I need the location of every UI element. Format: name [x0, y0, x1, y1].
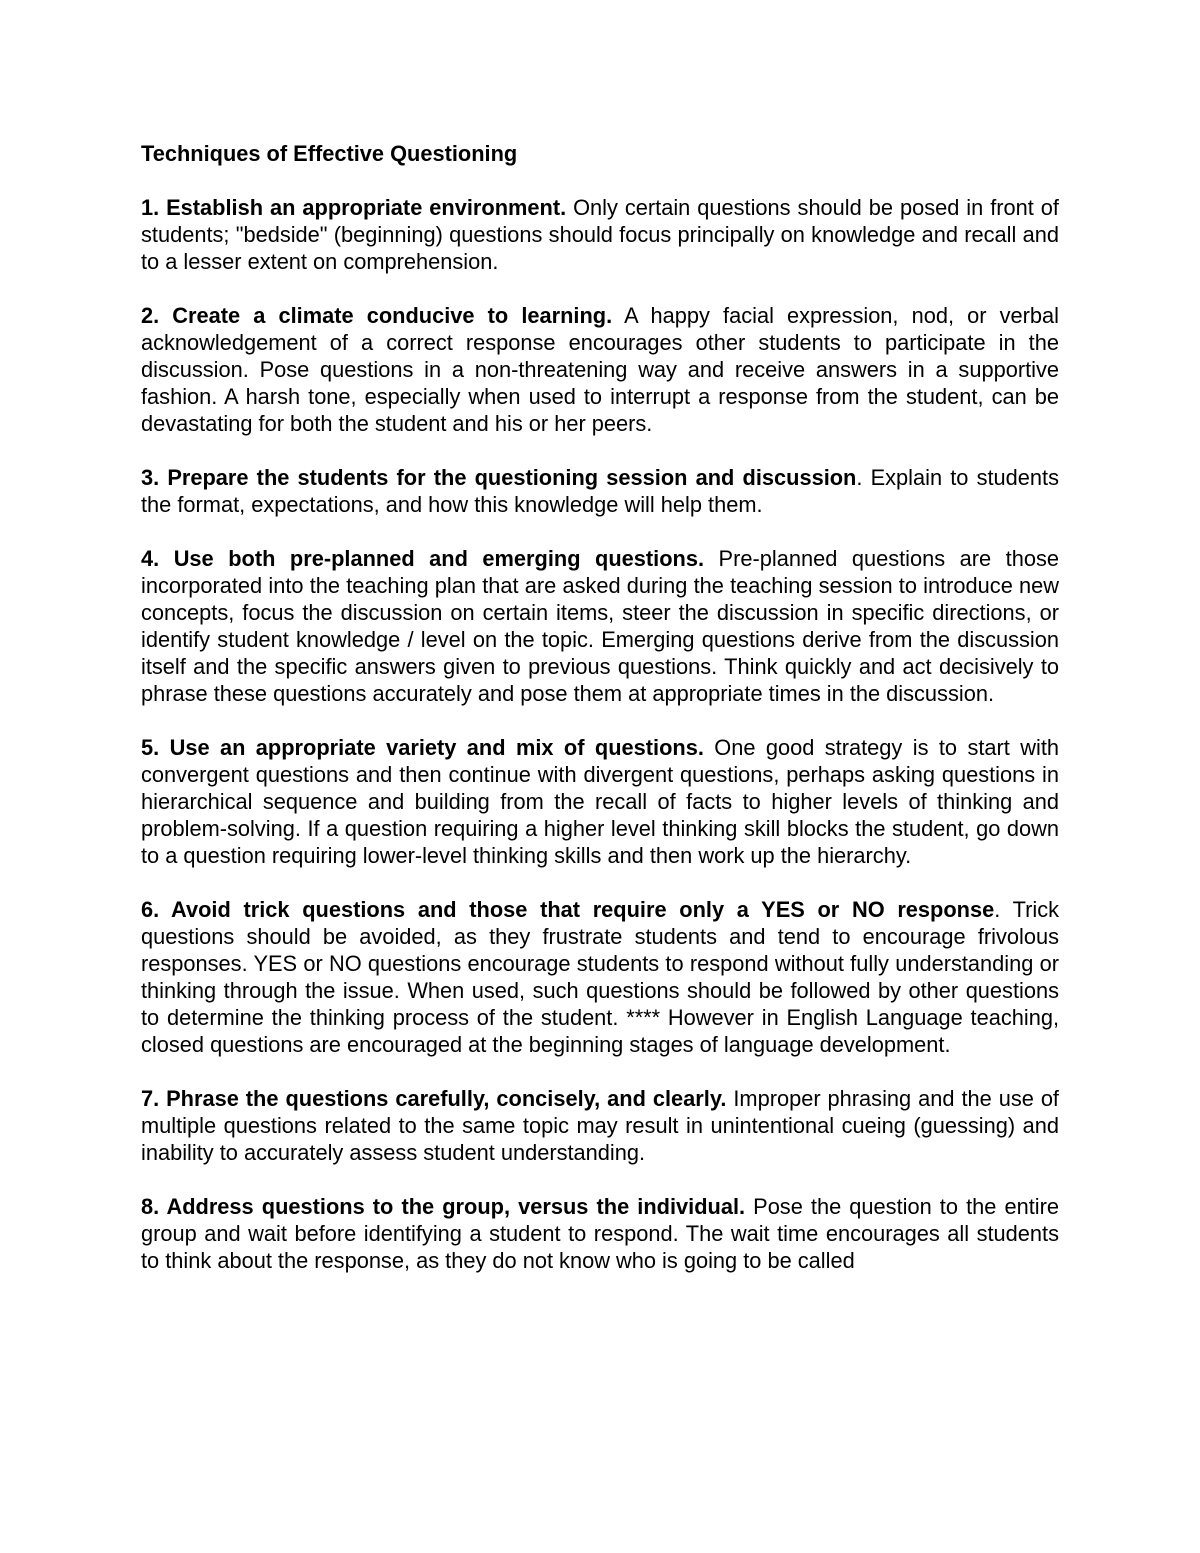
technique-item-3 [141, 464, 1059, 518]
technique-heading: 5. Use an appropriate variety and mix of questions. [141, 735, 704, 760]
technique-body: Pose the question to the entire group and wait before identifying a student to respond. The wait time encourages all students to think about the response, as they do not know who is going to be called [141, 1194, 1059, 1273]
technique-body: Pre-planned questions are those incorporated into the teaching plan that are asked during the teaching session to introduce new concepts, focus the discussion on certain items, steer the discussion in specific directions, or identify student knowledge / level on the topic. Emerging questions derive from the discussion itself and the specific answers given to previous questions. Think quickly and act decisively to phrase these questions accurately and pose them at appropriate times in the discussion. [141, 546, 1059, 706]
technique-body: Improper phrasing and the use of multiple questions related to the same topic may result in unintentional cueing (guessing) and inability to accurately assess student understanding. [141, 1086, 1059, 1165]
technique-body: . Explain to students the format, expectations, and how this knowledge will help them. [141, 465, 1059, 517]
technique-item-5 [141, 734, 1059, 869]
document-page [141, 140, 1059, 1274]
technique-item-1 [141, 194, 1059, 275]
technique-heading: 4. Use both pre-planned and emerging questions. [141, 546, 705, 571]
technique-item-7 [141, 1085, 1059, 1166]
technique-body: . Trick questions should be avoided, as they frustrate students and tend to encourage frivolous responses. YES or NO questions encourage students to respond without fully understanding or thinking through the issue. When used, such questions should be followed by other questions to determine the thinking process of the student. **** However in English Language teaching, closed questions are encouraged at the beginning stages of language development. [141, 897, 1059, 1057]
technique-heading: 2. Create a climate conducive to learning. [141, 303, 613, 328]
technique-heading: 7. Phrase the questions carefully, concisely, and clearly. [141, 1086, 727, 1111]
technique-item-8 [141, 1193, 1059, 1274]
technique-heading: 3. Prepare the students for the questioning session and discussion [141, 465, 857, 490]
technique-item-2 [141, 302, 1059, 437]
technique-heading: 8. Address questions to the group, versus the individual. [141, 1194, 746, 1219]
technique-heading: 6. Avoid trick questions and those that require only a YES or NO response [141, 897, 995, 922]
technique-body: A happy facial expression, nod, or verbal acknowledgement of a correct response encourages other students to participate in the discussion. Pose questions in a non-threatening way and receive answers in a supportive fashion. A harsh tone, especially when used to interrupt a response from the student, can be devastating for both the student and his or her peers. [141, 303, 1059, 436]
technique-item-4 [141, 545, 1059, 707]
technique-body: One good strategy is to start with convergent questions and then continue with divergent questions, perhaps asking questions in hierarchical sequence and building from the recall of facts to higher levels of thinking and problem-solving. If a question requiring a higher level thinking skill blocks the student, go down to a question requiring lower-level thinking skills and then work up the hierarchy. [141, 735, 1059, 868]
document-title: Techniques of Effective Questioning [141, 141, 518, 166]
technique-item-6 [141, 896, 1059, 1058]
technique-body: Only certain questions should be posed in front of students; "bedside" (beginning) questions should focus principally on knowledge and recall and to a lesser extent on comprehension. [141, 195, 1059, 274]
technique-heading: 1. Establish an appropriate environment. [141, 195, 567, 220]
